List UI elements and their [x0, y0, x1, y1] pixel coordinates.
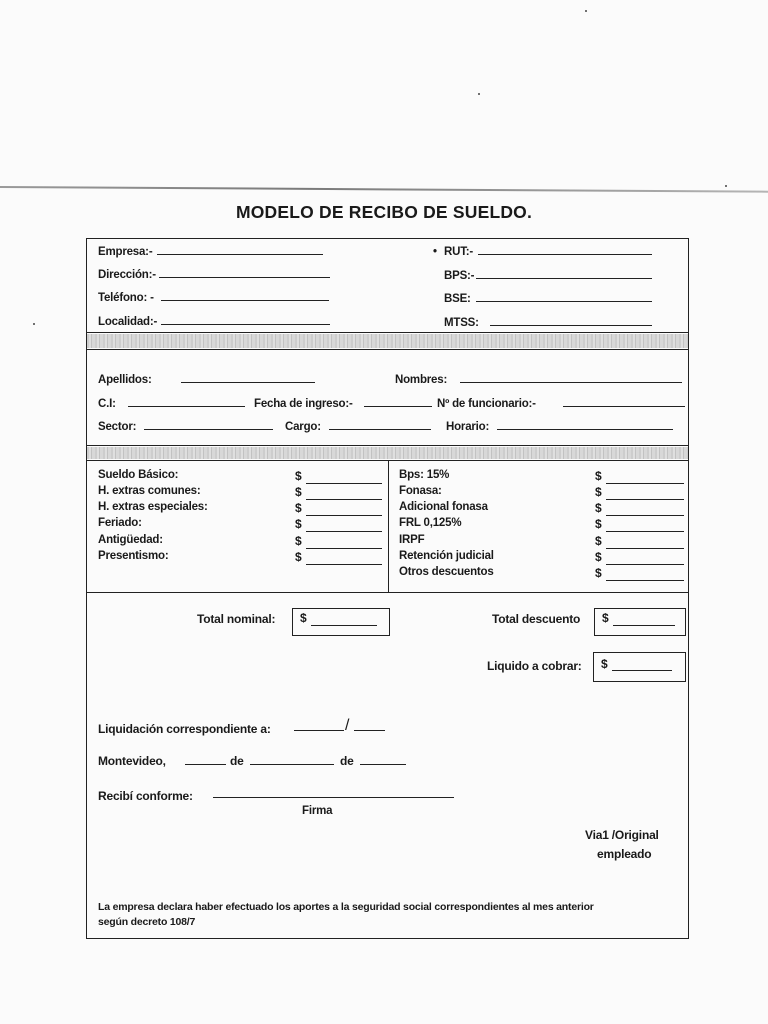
nro-funcionario-label: Nº de funcionario:- [437, 398, 536, 410]
sector-label: Sector: [98, 421, 137, 433]
deduction-label: Adicional fonasa [399, 501, 488, 513]
liquido-field [612, 670, 672, 671]
deduction-label: Retención judicial [399, 550, 494, 562]
nombres-field[interactable] [460, 382, 682, 383]
earning-label: Feriado: [98, 517, 142, 529]
de-label: de [340, 754, 354, 768]
horario-label: Horario: [446, 421, 490, 433]
month-field[interactable] [250, 764, 334, 765]
nombres-label: Nombres: [395, 374, 448, 386]
deduction-label: Otros descuentos [399, 566, 494, 578]
currency-symbol: $ [595, 501, 602, 515]
total-descuento-box[interactable] [594, 608, 686, 636]
via-empleado-label: empleado [597, 847, 652, 861]
fecha-ingreso-label: Fecha de ingreso:- [254, 398, 353, 410]
deduction-amount-field[interactable] [606, 548, 684, 549]
deduction-label: FRL 0,125% [399, 517, 462, 529]
currency-symbol: $ [295, 469, 302, 483]
telefono-label: Teléfono: - [98, 292, 154, 304]
total-descuento-label: Total descuento [492, 612, 581, 626]
paper-speck [725, 185, 727, 187]
ci-field[interactable] [128, 406, 245, 407]
deduction-label: Bps: 15% [399, 469, 450, 481]
year-field[interactable] [360, 764, 406, 765]
shaded-band [87, 447, 688, 459]
total-nominal-box[interactable] [292, 608, 390, 636]
liquidacion-separator: / [345, 717, 350, 734]
section-divider [87, 592, 688, 593]
liquidacion-month-field[interactable] [294, 730, 344, 731]
montevideo-label: Montevideo, [98, 754, 166, 768]
declaration-text: La empresa declara haber efectuado los aportes a la seguridad social correspondientes al mes anterior [98, 901, 594, 913]
apellidos-field[interactable] [181, 382, 315, 383]
signature-field[interactable] [213, 797, 454, 798]
currency-symbol: $ [595, 566, 602, 580]
liquidacion-year-field[interactable] [354, 730, 385, 731]
currency-symbol: $ [595, 469, 602, 483]
day-field[interactable] [185, 764, 226, 765]
currency-symbol: $ [602, 611, 609, 625]
localidad-label: Localidad:- [98, 316, 158, 328]
receipt-form [86, 238, 689, 939]
bps-label: BPS:- [444, 270, 475, 282]
section-divider [87, 349, 688, 350]
deduction-label: Fonasa: [399, 485, 442, 497]
currency-symbol: $ [595, 517, 602, 531]
via-original-label: Via1 /Original [585, 828, 659, 842]
earning-label: Sueldo Básico: [98, 469, 179, 481]
currency-symbol: $ [295, 550, 302, 564]
recibi-conforme-label: Recibí conforme: [98, 789, 193, 803]
document-title: MODELO DE RECIBO DE SUELDO. [235, 202, 533, 222]
rut-bullet: • [433, 246, 437, 258]
currency-symbol: $ [595, 534, 602, 548]
sector-field[interactable] [144, 429, 273, 430]
paper-speck [478, 93, 480, 95]
deduction-amount-field[interactable] [606, 499, 684, 500]
fecha-ingreso-field[interactable] [364, 406, 432, 407]
mtss-field[interactable] [490, 325, 652, 326]
currency-symbol: $ [295, 534, 302, 548]
deduction-amount-field[interactable] [606, 515, 684, 516]
liquido-label: Liquido a cobrar: [487, 659, 582, 673]
ci-label: C.I: [98, 398, 116, 410]
direccion-field[interactable] [159, 277, 330, 278]
deduction-amount-field[interactable] [606, 580, 684, 581]
shaded-band [87, 334, 688, 348]
deduction-amount-field[interactable] [606, 531, 684, 532]
earning-amount-field[interactable] [306, 531, 382, 532]
direccion-label: Dirección:- [98, 269, 156, 281]
earning-amount-field[interactable] [306, 564, 382, 565]
rut-label: RUT:- [444, 246, 474, 258]
earning-amount-field[interactable] [306, 499, 382, 500]
currency-symbol: $ [601, 657, 608, 671]
firma-label: Firma [302, 805, 333, 817]
rut-field[interactable] [478, 254, 652, 255]
mtss-label: MTSS: [444, 317, 479, 329]
currency-symbol: $ [295, 517, 302, 531]
empresa-field[interactable] [157, 254, 323, 255]
apellidos-label: Apellidos: [98, 374, 152, 386]
bse-label: BSE: [444, 293, 471, 305]
earning-amount-field[interactable] [306, 548, 382, 549]
paper-fold-line [0, 186, 768, 193]
deduction-label: IRPF [399, 534, 425, 546]
horario-field[interactable] [497, 429, 673, 430]
currency-symbol: $ [595, 485, 602, 499]
paper-speck [33, 323, 35, 325]
nro-funcionario-field[interactable] [563, 406, 685, 407]
earning-label: Presentismo: [98, 550, 169, 562]
bps-field[interactable] [476, 278, 652, 279]
total-nominal-field [311, 625, 377, 626]
earning-label: H. extras especiales: [98, 501, 208, 513]
paper-speck [585, 10, 587, 12]
bse-field[interactable] [476, 301, 652, 302]
earning-label: H. extras comunes: [98, 485, 201, 497]
liquidacion-label: Liquidación correspondiente a: [98, 722, 271, 736]
de-label: de [230, 754, 244, 768]
declaration-text: según decreto 108/7 [98, 916, 196, 928]
earning-amount-field[interactable] [306, 515, 382, 516]
telefono-field[interactable] [161, 300, 329, 301]
liquido-box[interactable] [593, 652, 686, 682]
currency-symbol: $ [595, 550, 602, 564]
localidad-field[interactable] [161, 324, 330, 325]
deduction-amount-field[interactable] [606, 483, 684, 484]
total-descuento-field [613, 625, 675, 626]
empresa-label: Empresa:- [98, 246, 153, 258]
currency-symbol: $ [295, 485, 302, 499]
total-nominal-label: Total nominal: [197, 612, 276, 626]
earning-label: Antigüedad: [98, 534, 163, 546]
cargo-label: Cargo: [285, 421, 321, 433]
cargo-field[interactable] [329, 429, 431, 430]
deduction-amount-field[interactable] [606, 564, 684, 565]
currency-symbol: $ [300, 611, 307, 625]
column-divider [388, 460, 389, 593]
earning-amount-field[interactable] [306, 483, 382, 484]
currency-symbol: $ [295, 501, 302, 515]
